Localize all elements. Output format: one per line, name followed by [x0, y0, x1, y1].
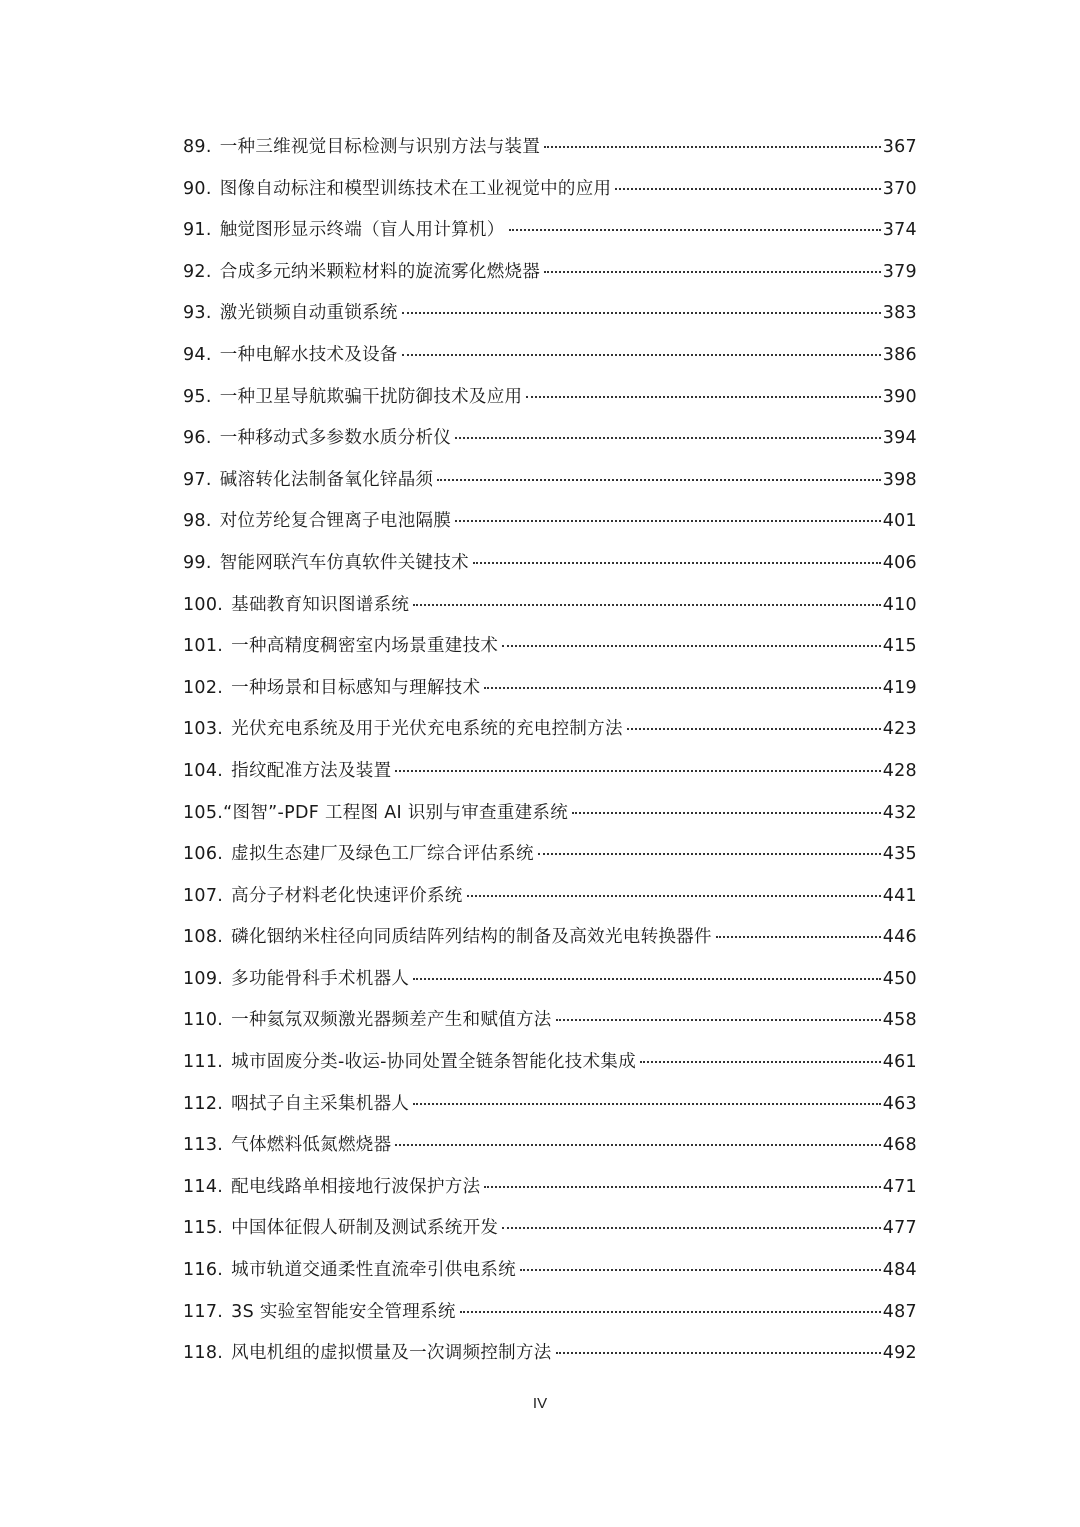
- dot-leader: [413, 603, 881, 606]
- toc-entry-title: 城市轨道交通柔性直流牵引供电系统: [231, 1260, 516, 1281]
- toc-entry-title: 高分子材料老化快速评价系统: [231, 885, 463, 906]
- dot-leader: [509, 228, 881, 231]
- toc-entry-93[interactable]: [183, 293, 917, 335]
- toc-entry-page: 374: [882, 220, 917, 241]
- toc-entry-title: 一种高精度稠密室内场景重建技术: [231, 636, 499, 657]
- toc-entry-number: 104.: [183, 760, 224, 781]
- toc-entry-page: 477: [882, 1218, 917, 1239]
- toc-entry-102[interactable]: [183, 668, 917, 710]
- toc-entry-page: 386: [882, 344, 917, 365]
- toc-entry-91[interactable]: [183, 210, 917, 252]
- toc-entry-title: 多功能骨科手术机器人: [231, 968, 410, 989]
- toc-entry-page: 383: [882, 303, 917, 324]
- toc-entry-90[interactable]: [183, 169, 917, 211]
- toc-entry-title: 碱溶转化法制备氧化锌晶须: [219, 469, 434, 490]
- toc-entry-number: 95.: [183, 386, 212, 407]
- dot-leader: [455, 519, 881, 522]
- toc-entry-103[interactable]: [183, 709, 917, 751]
- toc-entry-page: 441: [882, 885, 917, 906]
- toc-entry-96[interactable]: [183, 418, 917, 460]
- toc-entry-108[interactable]: [183, 917, 917, 959]
- toc-entry-number: 111.: [183, 1052, 224, 1073]
- dot-leader: [526, 395, 880, 398]
- toc-entry-title: 配电线路单相接地行波保护方法: [231, 1176, 481, 1197]
- toc-entry-number: 91.: [183, 220, 212, 241]
- toc-entry-page: 471: [882, 1176, 917, 1197]
- toc-entry-111[interactable]: [183, 1042, 917, 1084]
- dot-leader: [556, 1018, 881, 1021]
- dot-leader: [538, 852, 881, 855]
- toc-entry-number: 109.: [183, 968, 224, 989]
- toc-entry-101[interactable]: [183, 626, 917, 668]
- toc-entry-page: 379: [882, 261, 917, 282]
- toc-entry-number: 101.: [183, 636, 224, 657]
- dot-leader: [437, 478, 880, 481]
- toc-entry-number: 100.: [183, 594, 224, 615]
- toc-entry-number: 106.: [183, 844, 224, 865]
- toc-entry-title: 中国体征假人研制及测试系统开发: [231, 1218, 499, 1239]
- dot-leader: [413, 1102, 881, 1105]
- toc-entry-page: 458: [882, 1010, 917, 1031]
- dot-leader: [395, 1143, 880, 1146]
- dot-leader: [402, 311, 881, 314]
- dot-leader: [544, 270, 881, 273]
- toc-entry-95[interactable]: [183, 377, 917, 419]
- toc-entry-title: 指纹配准方法及装置: [231, 760, 392, 781]
- toc-entry-number: 118.: [183, 1343, 224, 1364]
- dot-leader: [455, 436, 881, 439]
- dot-leader: [467, 894, 881, 897]
- dot-leader: [615, 187, 880, 190]
- toc-entry-number: 113.: [183, 1135, 224, 1156]
- dot-leader: [460, 1310, 881, 1313]
- toc-entry-number: 102.: [183, 677, 224, 698]
- toc-entry-title: 合成多元纳米颗粒材料的旋流雾化燃烧器: [219, 261, 541, 282]
- toc-entry-page: 415: [882, 636, 917, 657]
- toc-entry-97[interactable]: [183, 460, 917, 502]
- toc-entry-page: 492: [882, 1343, 917, 1364]
- toc-entry-title: 咽拭子自主采集机器人: [231, 1093, 410, 1114]
- toc-entry-118[interactable]: [183, 1333, 917, 1375]
- toc-entry-110[interactable]: [183, 1000, 917, 1042]
- dot-leader: [502, 1226, 881, 1229]
- dot-leader: [395, 769, 880, 772]
- dot-leader: [716, 935, 881, 938]
- toc-entry-page: 401: [882, 511, 917, 532]
- dot-leader: [572, 811, 881, 814]
- toc-entry-page: 367: [882, 137, 917, 157]
- toc-entry-title: 风电机组的虚拟惯量及一次调频控制方法: [231, 1343, 552, 1364]
- toc-entry-98[interactable]: [183, 501, 917, 543]
- toc-entry-number: 115.: [183, 1218, 224, 1239]
- toc-entry-title: 一种电解水技术及设备: [219, 344, 398, 365]
- toc-entry-115[interactable]: [183, 1208, 917, 1250]
- toc-entry-number: 103.: [183, 719, 224, 740]
- toc-entry-number: 89.: [183, 137, 212, 157]
- dot-leader: [502, 644, 881, 647]
- toc-entry-title: 智能网联汽车仿真软件关键技术: [219, 552, 469, 573]
- dot-leader: [520, 1268, 881, 1271]
- toc-entry-title: 基础教育知识图谱系统: [231, 594, 410, 615]
- toc-entry-page: 419: [882, 677, 917, 698]
- toc-entry-page: 446: [882, 927, 917, 948]
- dot-leader: [484, 1185, 880, 1188]
- toc-entry-page: 390: [882, 386, 917, 407]
- toc-entry-92[interactable]: [183, 252, 917, 294]
- toc-entry-89[interactable]: [183, 127, 917, 169]
- toc-entry-title: 一种卫星导航欺骗干扰防御技术及应用: [219, 386, 523, 407]
- toc-entry-title: 3S 实验室智能安全管理系统: [231, 1301, 456, 1322]
- toc-entry-number: 90.: [183, 178, 212, 199]
- toc-entry-page: 410: [882, 594, 917, 615]
- toc-entry-104[interactable]: [183, 751, 917, 793]
- toc-entry-page: 468: [882, 1135, 917, 1156]
- toc-entry-number: 97.: [183, 469, 212, 490]
- toc-entry-page: 428: [882, 760, 917, 781]
- toc-entry-number: 98.: [183, 511, 212, 532]
- toc-entry-number: 99.: [183, 552, 212, 573]
- toc-entry-number: 114.: [183, 1176, 224, 1197]
- toc-entry-title: 对位芳纶复合锂离子电池隔膜: [219, 511, 452, 532]
- toc-entry-page: 484: [882, 1260, 917, 1281]
- toc-entry-title: 一种场景和目标感知与理解技术: [231, 677, 481, 698]
- toc-entry-number: 94.: [183, 344, 212, 365]
- toc-entry-title: 虚拟生态建厂及绿色工厂综合评估系统: [231, 844, 534, 865]
- toc-entry-title: 气体燃料低氮燃烧器: [231, 1135, 392, 1156]
- toc-entry-title: 图像自动标注和模型训练技术在工业视觉中的应用: [219, 178, 612, 199]
- toc-entry-page: 406: [882, 552, 917, 573]
- toc-entry-99[interactable]: [183, 543, 917, 585]
- toc-entry-112[interactable]: [183, 1084, 917, 1126]
- toc-entry-title: 激光锁频自动重锁系统: [219, 303, 398, 324]
- toc-entry-title: 光伏充电系统及用于光伏充电系统的充电控制方法: [231, 719, 623, 740]
- toc-entry-number: 116.: [183, 1260, 224, 1281]
- toc-entry-page: 450: [882, 968, 917, 989]
- dot-leader: [413, 977, 881, 980]
- toc-entry-title: 城市固废分类-收运-协同处置全链条智能化技术集成: [231, 1052, 636, 1073]
- toc-entry-117[interactable]: [183, 1292, 917, 1334]
- toc-entry-number: 96.: [183, 428, 212, 449]
- toc-entry-page: 435: [882, 844, 917, 865]
- toc-entry-114[interactable]: [183, 1167, 917, 1209]
- page-number: IV: [532, 1395, 548, 1412]
- dot-leader: [473, 561, 881, 564]
- toc-entry-number: 108.: [183, 927, 224, 948]
- toc-entry-107[interactable]: [183, 876, 917, 918]
- toc-entry-page: 463: [882, 1093, 917, 1114]
- toc-entry-number: 110.: [183, 1010, 224, 1031]
- toc-entry-page: 423: [882, 719, 917, 740]
- toc-entry-number: 112.: [183, 1093, 224, 1114]
- table-of-contents: [183, 127, 917, 1375]
- toc-entry-94[interactable]: [183, 335, 917, 377]
- toc-entry-page: 370: [882, 178, 917, 199]
- toc-entry-page: 398: [882, 469, 917, 490]
- toc-entry-title: “图智”-PDF 工程图 AI 识别与审查重建系统: [223, 802, 569, 823]
- toc-entry-number: 105.: [183, 802, 224, 823]
- toc-entry-title: 一种三维视觉目标检测与识别方法与装置: [219, 137, 541, 157]
- toc-entry-106[interactable]: [183, 834, 917, 876]
- toc-entry-number: 92.: [183, 261, 212, 282]
- toc-entry-105[interactable]: [183, 793, 917, 835]
- toc-entry-page: 487: [882, 1301, 917, 1322]
- dot-leader: [627, 727, 881, 730]
- toc-entry-116[interactable]: [183, 1250, 917, 1292]
- toc-entry-100[interactable]: [183, 585, 917, 627]
- dot-leader: [402, 353, 881, 356]
- dot-leader: [556, 1351, 881, 1354]
- dot-leader: [544, 145, 881, 148]
- toc-entry-title: 触觉图形显示终端（盲人用计算机）: [219, 220, 505, 241]
- toc-entry-113[interactable]: [183, 1125, 917, 1167]
- toc-entry-page: 461: [882, 1052, 917, 1073]
- toc-entry-number: 107.: [183, 885, 224, 906]
- toc-entry-title: 一种氦氖双频激光器频差产生和赋值方法: [231, 1010, 552, 1031]
- toc-entry-109[interactable]: [183, 959, 917, 1001]
- toc-entry-title: 磷化铟纳米柱径向同质结阵列结构的制备及高效光电转换器件: [231, 927, 712, 948]
- toc-entry-title: 一种移动式多参数水质分析仪: [219, 428, 452, 449]
- toc-entry-number: 93.: [183, 303, 212, 324]
- toc-entry-page: 432: [882, 802, 917, 823]
- dot-leader: [484, 686, 880, 689]
- dot-leader: [640, 1060, 881, 1063]
- toc-entry-page: 394: [882, 428, 917, 449]
- toc-entry-number: 117.: [183, 1301, 224, 1322]
